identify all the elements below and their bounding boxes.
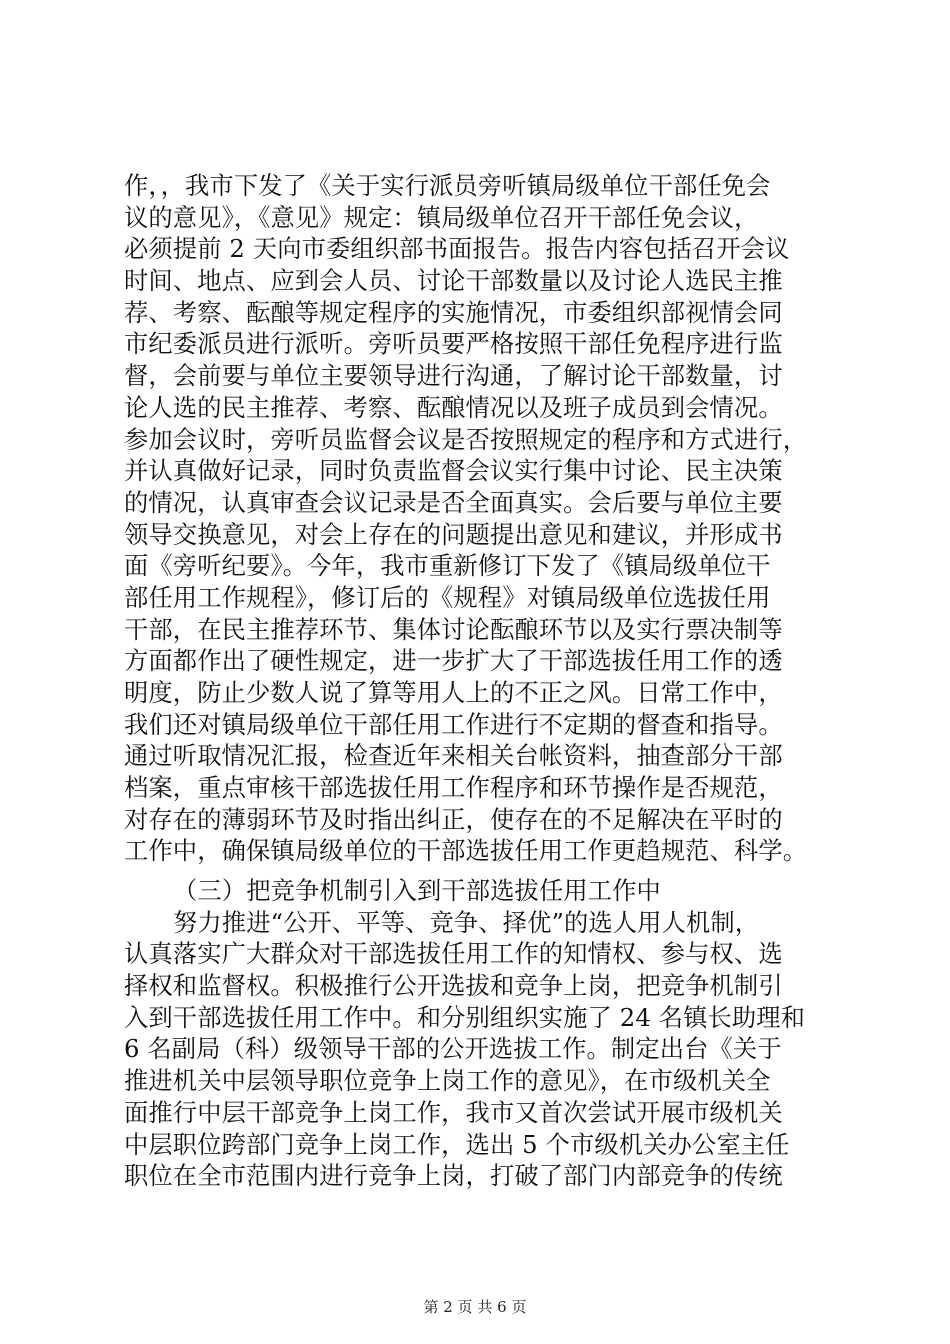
text-line: 推进机关中层领导职位竞争上岗工作的意见》，在市级机关全 — [124, 1066, 771, 1096]
text-line: 档案，重点审核干部选拔任用工作程序和环节操作是否规范， — [124, 773, 783, 803]
section-heading: （三）把竞争机制引入到干部选拔任用工作中 — [173, 876, 661, 905]
text-line: 的情况，认真审查会议记录是否全面真实。会后要与单位主要 — [124, 487, 783, 517]
text-line: 工作中，确保镇局级单位的干部选拔任用工作更趋规范、科学。 — [124, 836, 808, 866]
text-line: 部任用工作规程》，修订后的《规程》对镇局级单位选拔任用 — [124, 582, 771, 612]
text-line: 干部，在民主推荐环节、集体讨论酝酿环节以及实行票决制等 — [124, 614, 783, 644]
text-line: 面推行中层干部竞争上岗工作，我市又首次尝试开展市级机关 — [124, 1097, 783, 1127]
text-line: 职位在全市范围内进行竞争上岗，打破了部门内部竞争的传统 — [124, 1161, 783, 1191]
text-line: 议的意见》，《意见》规定：镇局级单位召开干部任免会议， — [124, 202, 759, 232]
text-line: 面《旁听纪要》。今年，我市重新修订下发了《镇局级单位干 — [124, 551, 771, 581]
paragraph-2 — [124, 875, 836, 1192]
text-line: 择权和监督权。积极推行公开选拔和竞争上岗，把竞争机制引 — [124, 971, 783, 1001]
text-line: 我们还对镇局级单位干部任用工作进行不定期的督查和指导。 — [124, 709, 783, 739]
page-footer: 第 2 页 共 6 页 — [423, 1298, 527, 1316]
text-line: 督，会前要与单位主要领导进行沟通，了解讨论干部数量，讨 — [124, 361, 783, 391]
text-line: 论人选的民主推荐、考察、酝酿情况以及班子成员到会情况。 — [124, 392, 783, 422]
text-line: 必须提前 2 天向市委组织部书面报告。报告内容包括召开会议 — [124, 234, 790, 264]
text-line: 并认真做好记录，同时负责监督会议实行集中讨论、民主决策 — [124, 456, 783, 486]
text-line: 荐、考察、酝酿等规定程序的实施情况，市委组织部视情会同 — [124, 297, 783, 327]
text-line: 中层职位跨部门竞争上岗工作，选出 5 个市级机关办公室主任 — [124, 1129, 790, 1159]
text-line: 通过听取情况汇报，检查近年来相关台帐资料，抽查部分干部 — [124, 741, 783, 771]
text-line: 方面都作出了硬性规定，进一步扩大了干部选拔任用工作的透 — [124, 646, 783, 676]
text-line: 作，，我市下发了《关于实行派员旁听镇局级单位干部任免会 — [124, 171, 771, 200]
text-line: 领导交换意见，对会上存在的问题提出意见和建议，并形成书 — [124, 519, 783, 549]
text-line: 认真落实广大群众对干部选拔任用工作的知情权、参与权、选 — [124, 939, 783, 969]
text-line: 明度，防止少数人说了算等用人上的不正之风。日常工作中， — [124, 678, 783, 707]
text-line: 对存在的薄弱环节及时指出纠正，使存在的不足解决在平时的 — [124, 804, 783, 834]
text-line: 6 名副局（科）级领导干部的公开选拔工作。制定出台《关于 — [124, 1034, 782, 1064]
text-line: 参加会议时，旁听员监督会议是否按照规定的程序和方式进行， — [124, 424, 808, 454]
text-line: 努力推进“公开、平等、竞争、择优”的选人用人机制， — [173, 907, 760, 937]
text-line: 市纪委派员进行派听。旁听员要严格按照干部任免程序进行监 — [124, 329, 783, 359]
text-line: 时间、地点、应到会人员、讨论干部数量以及讨论人选民主推 — [124, 266, 783, 296]
text-line: 入到干部选拔任用工作中。和分别组织实施了 24 名镇长助理和 — [124, 1002, 806, 1032]
paragraph-1 — [124, 170, 836, 867]
